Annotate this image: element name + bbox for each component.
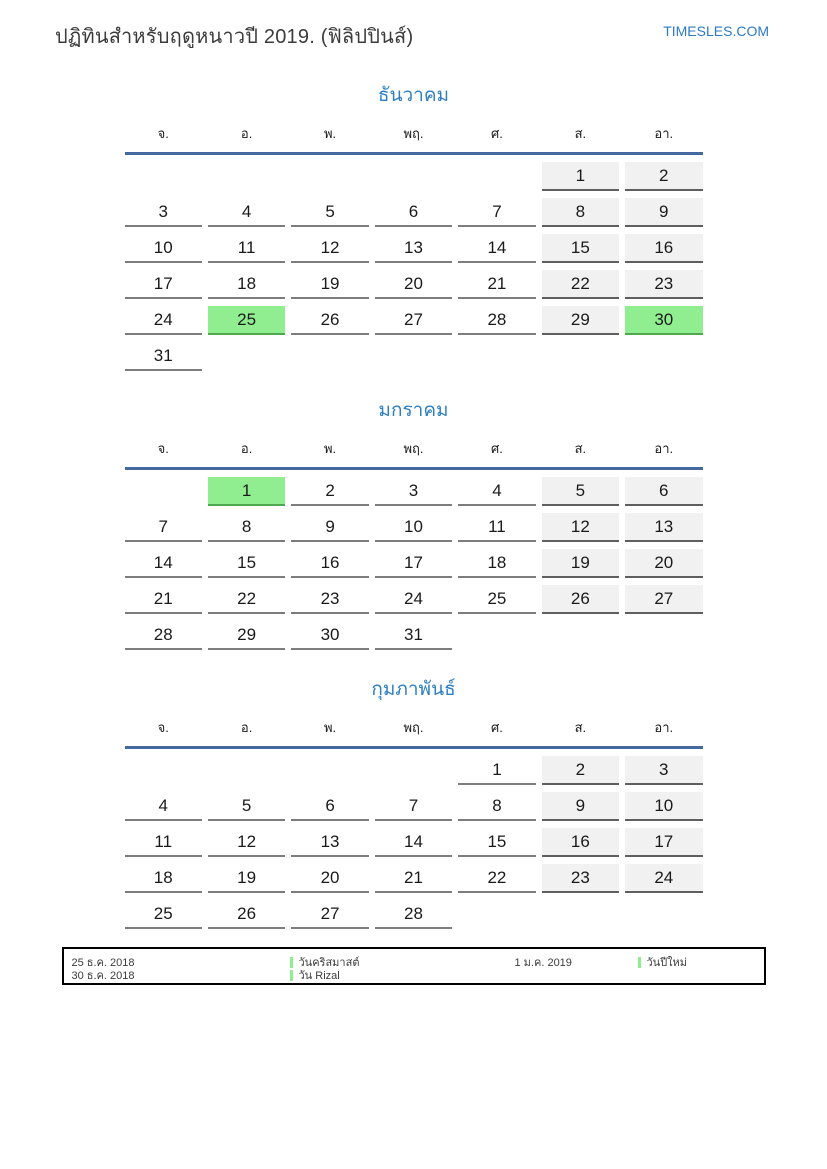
day-cell: 18 <box>208 270 285 299</box>
day-cell: 2 <box>542 756 619 785</box>
day-cell: 1 <box>458 756 535 785</box>
day-cell-empty <box>208 756 285 783</box>
day-cell: 6 <box>625 477 702 506</box>
day-cell: 28 <box>458 306 535 335</box>
months-container <box>125 80 703 929</box>
week-row <box>125 585 703 614</box>
day-cell: 11 <box>208 234 285 263</box>
day-cell-empty <box>625 900 702 927</box>
day-cell: 19 <box>208 864 285 893</box>
weekday-label: อา. <box>654 720 674 735</box>
month-title: กุมภาพันธ์ <box>371 679 456 700</box>
day-cell: 2 <box>291 477 368 506</box>
month-calendar <box>125 395 703 650</box>
legend-entry <box>290 966 340 984</box>
weekday-label: ศ. <box>490 720 503 735</box>
holiday-mark-icon <box>638 957 641 968</box>
day-cell: 13 <box>625 513 702 542</box>
day-cell: 3 <box>125 198 202 227</box>
week-row <box>125 270 703 299</box>
day-cell: 27 <box>625 585 702 614</box>
day-cell: 7 <box>125 513 202 542</box>
day-cell: 7 <box>375 792 452 821</box>
day-cell: 8 <box>208 513 285 542</box>
day-cell-empty <box>375 756 452 783</box>
day-cell: 4 <box>208 198 285 227</box>
day-cell: 23 <box>542 864 619 893</box>
week-row <box>125 864 703 893</box>
weekday-label: พฤ. <box>403 720 424 735</box>
weekday-label: ศ. <box>490 126 503 141</box>
day-cell: 1 <box>542 162 619 191</box>
day-cell-empty <box>625 342 702 369</box>
day-cell: 13 <box>375 234 452 263</box>
day-cell: 30 <box>291 621 368 650</box>
day-cell-empty <box>291 342 368 369</box>
day-cell: 8 <box>458 792 535 821</box>
day-cell: 16 <box>542 828 619 857</box>
weekday-label: พ. <box>323 441 337 456</box>
day-cell: 11 <box>125 828 202 857</box>
day-cell: 4 <box>125 792 202 821</box>
day-cell: 31 <box>375 621 452 650</box>
weekday-label: อ. <box>240 126 253 141</box>
weekday-label: พ. <box>323 720 337 735</box>
day-cell: 14 <box>458 234 535 263</box>
weekday-label: ส. <box>574 441 587 456</box>
day-cell: 24 <box>375 585 452 614</box>
weekday-label: จ. <box>157 441 169 456</box>
day-cell: 25 <box>125 900 202 929</box>
legend-label: วัน Rizal <box>298 970 340 982</box>
week-row <box>125 306 703 335</box>
weekday-label: พฤ. <box>403 126 424 141</box>
day-cell: 5 <box>542 477 619 506</box>
weekday-label: ศ. <box>490 441 503 456</box>
weekday-label: จ. <box>157 126 169 141</box>
day-cell: 7 <box>458 198 535 227</box>
day-cell: 10 <box>125 234 202 263</box>
weekday-header-row <box>125 717 703 749</box>
day-cell: 10 <box>375 513 452 542</box>
day-cell-empty <box>542 342 619 369</box>
day-cell: 17 <box>625 828 702 857</box>
day-cell: 23 <box>625 270 702 299</box>
day-cell: 30 <box>625 306 702 335</box>
week-row <box>125 549 703 578</box>
day-cell-empty <box>125 756 202 783</box>
day-cell: 2 <box>625 162 702 191</box>
weekday-label: อา. <box>654 126 674 141</box>
week-row <box>125 477 703 506</box>
day-cell-empty <box>291 756 368 783</box>
weekday-label: ส. <box>574 126 587 141</box>
day-cell: 21 <box>375 864 452 893</box>
week-row <box>125 342 703 371</box>
day-cell: 29 <box>208 621 285 650</box>
weekday-label: อา. <box>654 441 674 456</box>
page-title: ปฏิทินสำหรับฤดูหนาวปี 2019. (ฟิลิปปินส์) <box>55 26 414 48</box>
legend-entry <box>638 953 688 971</box>
day-cell: 1 <box>208 477 285 506</box>
day-cell: 15 <box>542 234 619 263</box>
page-header <box>0 0 827 52</box>
day-cell-empty <box>208 342 285 369</box>
day-cell: 6 <box>291 792 368 821</box>
day-cell: 25 <box>208 306 285 335</box>
day-cell-empty <box>291 162 368 189</box>
day-cell: 6 <box>375 198 452 227</box>
day-cell: 3 <box>625 756 702 785</box>
legend-date: 1 ม.ค. 2019 <box>514 957 572 969</box>
day-cell: 24 <box>125 306 202 335</box>
month-title: ธันวาคม <box>377 85 450 106</box>
legend-label: วันปีใหม่ <box>646 957 688 969</box>
day-cell-empty <box>125 162 202 189</box>
day-cell: 21 <box>125 585 202 614</box>
day-cell: 20 <box>625 549 702 578</box>
week-row <box>125 513 703 542</box>
day-cell: 11 <box>458 513 535 542</box>
weekday-label: พฤ. <box>403 441 424 456</box>
day-cell: 9 <box>291 513 368 542</box>
weekday-label: อ. <box>240 441 253 456</box>
day-cell: 25 <box>458 585 535 614</box>
day-cell: 31 <box>125 342 202 371</box>
day-cell: 18 <box>458 549 535 578</box>
day-cell: 5 <box>291 198 368 227</box>
day-cell: 22 <box>458 864 535 893</box>
day-cell: 26 <box>542 585 619 614</box>
week-row <box>125 198 703 227</box>
day-cell-empty <box>625 621 702 648</box>
day-cell: 9 <box>625 198 702 227</box>
day-cell: 13 <box>291 828 368 857</box>
day-cell: 24 <box>625 864 702 893</box>
legend-date: 25 ธ.ค. 2018 <box>71 957 135 969</box>
day-cell: 9 <box>542 792 619 821</box>
day-cell: 14 <box>125 549 202 578</box>
day-cell: 4 <box>458 477 535 506</box>
week-row <box>125 828 703 857</box>
month-title: มกราคม <box>378 400 449 421</box>
day-cell: 18 <box>125 864 202 893</box>
day-cell: 15 <box>458 828 535 857</box>
day-cell: 10 <box>625 792 702 821</box>
week-row <box>125 621 703 650</box>
day-cell: 12 <box>542 513 619 542</box>
weekday-label: ส. <box>574 720 587 735</box>
day-cell: 26 <box>291 306 368 335</box>
day-cell-empty <box>208 162 285 189</box>
weekday-label: พ. <box>323 126 337 141</box>
legend-label: วันคริสมาสต์ <box>298 957 360 969</box>
day-cell: 28 <box>375 900 452 929</box>
day-cell: 16 <box>291 549 368 578</box>
week-row <box>125 234 703 263</box>
day-cell: 12 <box>291 234 368 263</box>
day-cell: 26 <box>208 900 285 929</box>
day-cell-empty <box>458 162 535 189</box>
day-cell-empty <box>125 477 202 504</box>
day-cell: 27 <box>375 306 452 335</box>
day-cell-empty <box>375 162 452 189</box>
day-cell-empty <box>542 900 619 927</box>
day-cell: 3 <box>375 477 452 506</box>
day-cell: 17 <box>125 270 202 299</box>
day-cell: 22 <box>542 270 619 299</box>
day-cell-empty <box>458 621 535 648</box>
weekday-header-row <box>125 123 703 155</box>
day-cell: 27 <box>291 900 368 929</box>
brand-link[interactable]: TIMESLES.COM <box>663 23 769 39</box>
day-cell: 14 <box>375 828 452 857</box>
day-cell: 23 <box>291 585 368 614</box>
legend-date: 30 ธ.ค. 2018 <box>71 970 135 982</box>
weekday-header-row <box>125 438 703 470</box>
day-cell: 8 <box>542 198 619 227</box>
day-cell-empty <box>458 900 535 927</box>
day-cell: 22 <box>208 585 285 614</box>
day-cell: 17 <box>375 549 452 578</box>
weekday-label: จ. <box>157 720 169 735</box>
week-row <box>125 162 703 191</box>
holiday-mark-icon <box>290 970 293 981</box>
week-row <box>125 756 703 785</box>
day-cell-empty <box>458 342 535 369</box>
day-cell-empty <box>375 342 452 369</box>
day-cell: 20 <box>291 864 368 893</box>
day-cell: 16 <box>625 234 702 263</box>
month-calendar <box>125 674 703 929</box>
month-calendar <box>125 80 703 371</box>
week-row <box>125 900 703 929</box>
day-cell: 15 <box>208 549 285 578</box>
day-cell: 20 <box>375 270 452 299</box>
day-cell: 5 <box>208 792 285 821</box>
week-row <box>125 792 703 821</box>
day-cell: 29 <box>542 306 619 335</box>
day-cell: 19 <box>291 270 368 299</box>
day-cell-empty <box>542 621 619 648</box>
day-cell: 21 <box>458 270 535 299</box>
day-cell: 19 <box>542 549 619 578</box>
weekday-label: อ. <box>240 720 253 735</box>
legend-box <box>62 947 766 985</box>
day-cell: 12 <box>208 828 285 857</box>
day-cell: 28 <box>125 621 202 650</box>
